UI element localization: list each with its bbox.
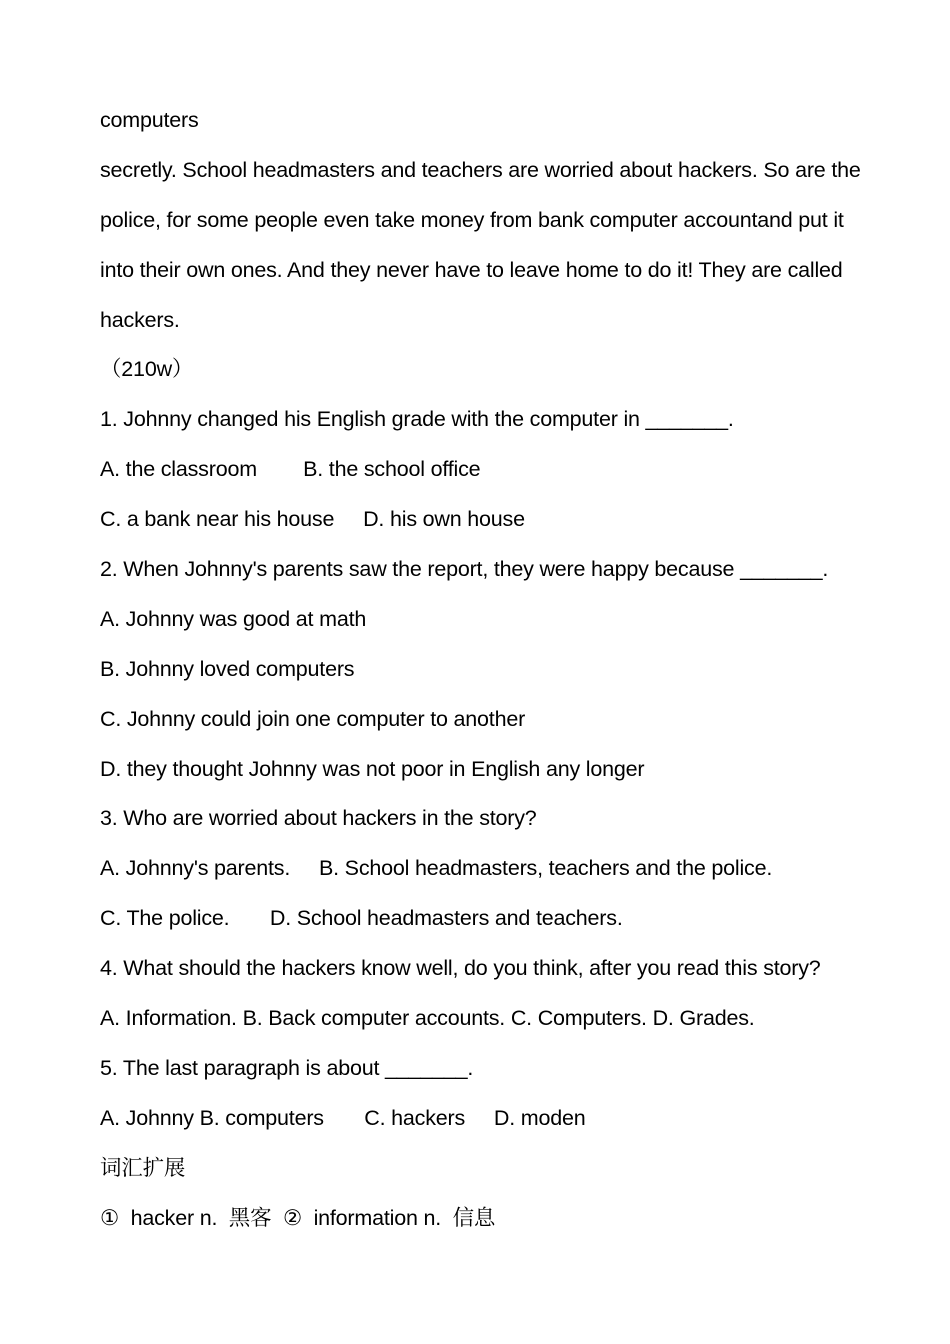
- question-options: A. Information. B. Back computer accounts. C. Computers. D. Grades.: [100, 1006, 755, 1031]
- document-page: [100, 96, 860, 1243]
- passage-line: computers: [100, 108, 199, 132]
- question-options: A. Johnny B. computers C. hackers D. moden: [100, 1105, 586, 1130]
- question-options: C. Johnny could join one computer to another: [100, 706, 526, 731]
- passage-line: hackers.: [100, 307, 180, 332]
- question-5: [100, 1044, 860, 1144]
- passage: [100, 96, 860, 395]
- question-stem: 3. Who are worried about hackers in the story?: [100, 806, 537, 831]
- vocabulary-heading: 词汇扩展: [100, 1155, 186, 1181]
- question-stem: 4. What should the hackers know well, do you think, after you read this story?: [100, 956, 821, 981]
- question-stem: 2. When Johnny's parents saw the report, they were happy because _______.: [100, 557, 829, 582]
- question-options: D. they thought Johnny was not poor in English any longer: [100, 756, 645, 781]
- passage-line: into their own ones. And they never have to leave home to do it! They are called: [100, 257, 843, 282]
- question-1: [100, 395, 860, 545]
- question-options: A. the classroom B. the school office: [100, 457, 481, 482]
- question-options: C. The police. D. School headmasters and teachers.: [100, 906, 623, 931]
- question-4: [100, 944, 860, 1044]
- question-2: [100, 545, 860, 794]
- question-options: A. Johnny's parents. B. School headmasters, teachers and the police.: [100, 856, 773, 881]
- question-stem: 5. The last paragraph is about _______.: [100, 1055, 474, 1080]
- vocabulary-line: ① hacker n. 黑客 ② information n. 信息: [100, 1205, 496, 1230]
- word-count: （210w）: [100, 357, 194, 382]
- question-3: [100, 794, 860, 944]
- question-options: A. Johnny was good at math: [100, 606, 367, 631]
- passage-line: police, for some people even take money from bank computer accountand put it: [100, 207, 844, 232]
- question-stem: 1. Johnny changed his English grade with the computer in _______.: [100, 407, 734, 432]
- vocabulary-section: [100, 1144, 860, 1244]
- passage-line: secretly. School headmasters and teachers are worried about hackers. So are the: [100, 157, 861, 182]
- question-options: B. Johnny loved computers: [100, 656, 355, 681]
- question-options: C. a bank near his house D. his own house: [100, 507, 525, 532]
